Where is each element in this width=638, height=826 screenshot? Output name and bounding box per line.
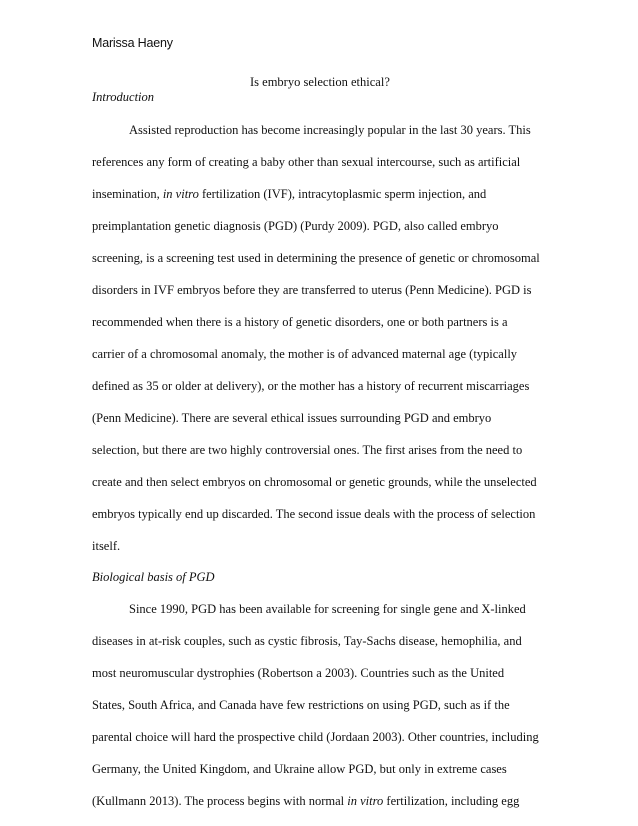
paragraph-line: Germany, the United Kingdom, and Ukraine allow PGD, but only in extreme cases	[92, 762, 507, 776]
paragraph-line	[92, 186, 486, 202]
paragraph-line: States, South Africa, and Canada have few restrictions on using PGD, such as if the	[92, 698, 510, 712]
text-run: insemination,	[92, 187, 163, 201]
paragraph-line: selection, but there are two highly controversial ones. The first arises from the need to	[92, 443, 523, 457]
paragraph-line: Since 1990, PGD has been available for screening for single gene and X-linked	[129, 602, 526, 616]
paragraph-line: preimplantation genetic diagnosis (PGD) (Purdy 2009). PGD, also called embryo	[92, 219, 499, 233]
author-name: Marissa Haeny	[92, 36, 173, 50]
paragraph-line: embryos typically end up discarded. The second issue deals with the process of selection	[92, 507, 536, 521]
paragraph-line: recommended when there is a history of genetic disorders, one or both partners is a	[92, 315, 508, 329]
text-run: fertilization, including egg	[383, 794, 520, 808]
paragraph-line: screening, is a screening test used in determining the presence of genetic or chromosomal	[92, 251, 540, 265]
paragraph-line	[92, 793, 519, 809]
italic-text-run: in vitro	[162, 187, 199, 201]
text-run: fertilization (IVF), intracytoplasmic sperm injection, and	[198, 187, 487, 201]
section-heading-introduction: Introduction	[92, 90, 155, 104]
section-heading-biological-basis: Biological basis of PGD	[92, 570, 215, 584]
paragraph-line: itself.	[92, 539, 121, 553]
paragraph-line: parental choice will hard the prospective child (Jordaan 2003). Other countries, including	[92, 730, 539, 744]
document-title: Is embryo selection ethical?	[250, 75, 390, 89]
paragraph-line: create and then select embryos on chromosomal or genetic grounds, while the unselected	[92, 475, 537, 489]
paragraph-line: most neuromuscular dystrophies (Robertson a 2003). Countries such as the United	[92, 666, 505, 680]
paragraph-line: references any form of creating a baby other than sexual intercourse, such as artificial	[92, 155, 521, 169]
text-run: (Kullmann 2013). The process begins with normal	[92, 794, 348, 808]
paragraph-line: defined as 35 or older at delivery), or the mother has a history of recurrent miscarriages	[92, 379, 530, 393]
italic-text-run: in vitro	[347, 794, 384, 808]
paragraph-line: disorders in IVF embryos before they are transferred to uterus (Penn Medicine). PGD is	[92, 283, 532, 297]
paragraph-line: Assisted reproduction has become increasingly popular in the last 30 years. This	[129, 123, 531, 137]
paragraph-line: (Penn Medicine). There are several ethical issues surrounding PGD and embryo	[92, 411, 492, 425]
paragraph-line: carrier of a chromosomal anomaly, the mother is of advanced maternal age (typically	[92, 347, 518, 361]
paragraph-line: diseases in at-risk couples, such as cystic fibrosis, Tay-Sachs disease, hemophilia, and	[92, 634, 522, 648]
